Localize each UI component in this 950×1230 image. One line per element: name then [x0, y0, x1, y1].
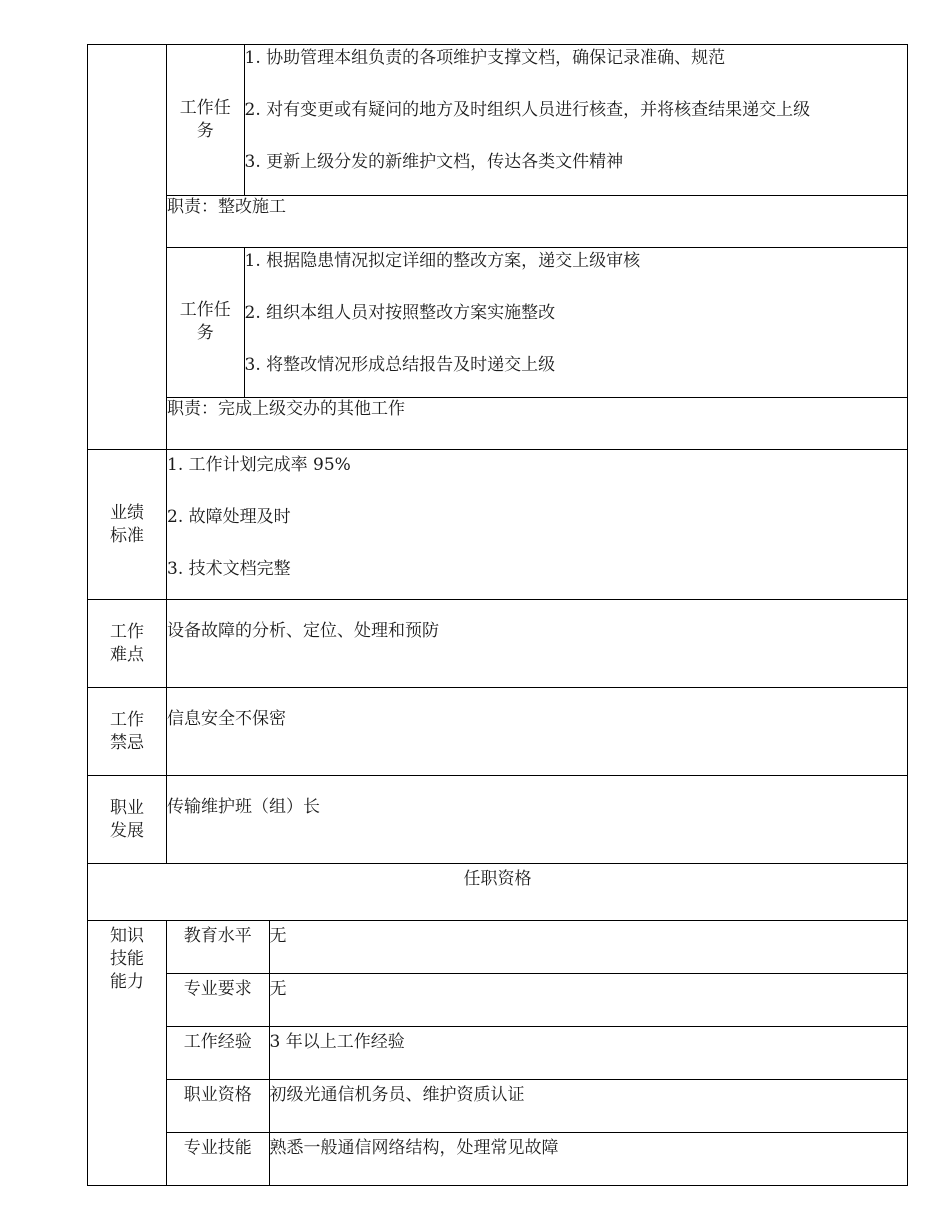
taboo-value: 信息安全不保密 [167, 688, 908, 776]
qualification-item-label: 职业资格 [167, 1080, 269, 1133]
performance-item: 2. 故障处理及时 [167, 507, 291, 527]
qualification-item-row [167, 1133, 907, 1186]
duty-2-text: 职责：整改施工 [167, 195, 907, 247]
qualification-item-value: 熟悉一般通信网络结构，处理常见故障 [269, 1133, 907, 1186]
qualification-item-value: 无 [269, 974, 907, 1027]
qualification-item-label: 教育水平 [167, 921, 269, 974]
qualification-item-value: 3 年以上工作经验 [269, 1027, 907, 1080]
duties-content-cell [167, 45, 908, 450]
duties-inner-table [167, 45, 907, 449]
qualification-cell [167, 921, 908, 1186]
task-item: 2. 组织本组人员对按照整改方案实施整改 [244, 302, 556, 323]
performance-list [167, 450, 908, 600]
qualification-item-label: 专业要求 [167, 974, 269, 1027]
taboo-label: 工作禁忌 [88, 688, 167, 776]
task-list-2 [244, 247, 907, 397]
difficulty-value: 设备故障的分析、定位、处理和预防 [167, 600, 908, 688]
taboo-row [88, 688, 908, 776]
career-label: 职业发展 [88, 776, 167, 864]
qualification-item-value: 无 [269, 921, 907, 974]
qualification-title: 任职资格 [88, 864, 908, 921]
career-row [88, 776, 908, 864]
performance-item: 3. 技术文档完整 [167, 559, 291, 579]
duty-3-text: 职责：完成上级交办的其他工作 [167, 397, 907, 449]
qualification-item-row [167, 1027, 907, 1080]
difficulty-row [88, 600, 908, 688]
career-value: 传输维护班（组）长 [167, 776, 908, 864]
qualification-row [88, 921, 908, 1186]
qualification-item-row [167, 921, 907, 974]
task-item: 1. 协助管理本组负责的各项维护支撑文档，确保记录准确、规范 [244, 48, 726, 68]
task-item: 1. 根据隐患情况拟定详细的整改方案，递交上级审核 [244, 250, 641, 271]
difficulty-label: 工作难点 [88, 600, 167, 688]
task-item: 2. 对有变更或有疑问的地方及时组织人员进行核查，并将核查结果递交上级 [244, 100, 811, 120]
duties-row [88, 45, 908, 450]
performance-item: 1. 工作计划完成率 95% [167, 455, 351, 475]
task-list-1 [244, 45, 907, 195]
qualification-title-row [88, 864, 908, 921]
task-item: 3. 将整改情况形成总结报告及时递交上级 [244, 354, 556, 375]
task-label-2: 工作任务 [167, 247, 244, 397]
task-item: 3. 更新上级分发的新维护文档，传达各类文件精神 [244, 152, 624, 172]
qualification-item-value: 初级光通信机务员、维护资质认证 [269, 1080, 907, 1133]
task-label-1: 工作任务 [167, 45, 244, 195]
duties-side-cell [88, 45, 167, 450]
qualification-table [167, 921, 907, 1185]
qualification-item-label: 专业技能 [167, 1133, 269, 1186]
job-description-table [87, 44, 908, 1186]
qualification-item-label: 工作经验 [167, 1027, 269, 1080]
qualification-item-row [167, 974, 907, 1027]
performance-label: 业绩标准 [88, 450, 167, 600]
performance-row [88, 450, 908, 600]
qualification-item-row [167, 1080, 907, 1133]
qualification-side-label: 知识技能能力 [88, 921, 167, 1186]
